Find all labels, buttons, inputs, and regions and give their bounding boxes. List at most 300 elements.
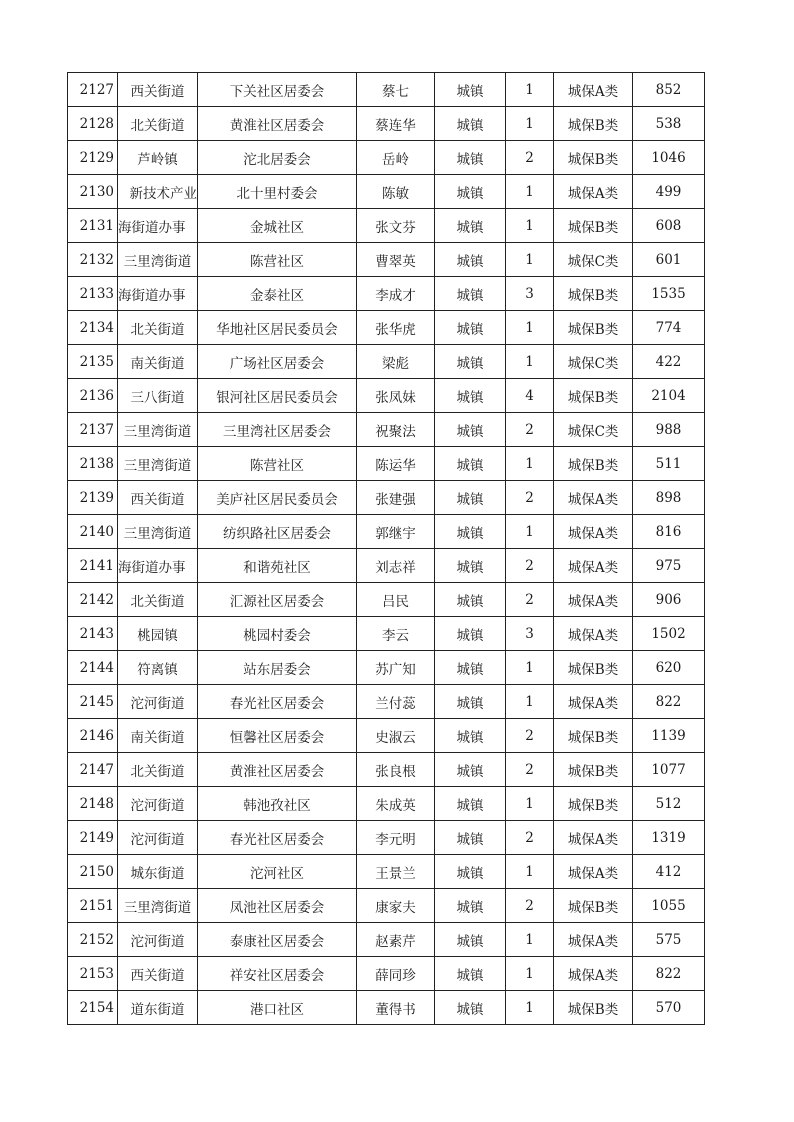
household-count-text: 1 — [525, 115, 534, 132]
area-type-text: 城镇 — [456, 899, 484, 916]
community-text: 沱河社区 — [250, 865, 304, 882]
name-text: 张建强 — [375, 491, 416, 508]
area-type-cell — [435, 923, 506, 957]
area-type-cell — [435, 991, 506, 1025]
amount-text: 1319 — [651, 829, 686, 846]
community-cell — [198, 821, 357, 855]
street-cell — [118, 141, 198, 175]
table-row — [68, 107, 705, 141]
community-text: 凤池社区居委会 — [229, 899, 325, 916]
category-cell — [554, 957, 633, 991]
category-cell — [554, 719, 633, 753]
community-cell — [198, 583, 357, 617]
household-count-text: 1 — [525, 659, 534, 676]
category-cell — [554, 617, 633, 651]
category-cell — [554, 685, 633, 719]
row-number-cell — [68, 481, 118, 515]
street-text: 沱河街道 — [130, 933, 185, 950]
row-number-cell — [68, 413, 118, 447]
street-text: 北关街道 — [130, 321, 185, 338]
area-type-cell — [435, 107, 506, 141]
community-cell — [198, 889, 357, 923]
row-number-cell — [68, 753, 118, 787]
street-text: 沱河街道 — [130, 797, 185, 814]
community-cell — [198, 345, 357, 379]
household-count-cell — [506, 821, 554, 855]
amount-cell — [633, 175, 705, 209]
household-count-cell — [506, 617, 554, 651]
category-cell — [554, 73, 633, 107]
name-text: 陈运华 — [375, 457, 416, 474]
category-cell — [554, 141, 633, 175]
row-number-cell — [68, 685, 118, 719]
household-count-text: 1 — [525, 455, 534, 472]
name-cell — [357, 447, 435, 481]
area-type-cell — [435, 617, 506, 651]
area-type-cell — [435, 685, 506, 719]
household-count-text: 2 — [525, 727, 534, 744]
household-count-cell — [506, 719, 554, 753]
category-text: 城保B类 — [567, 797, 619, 814]
name-cell — [357, 583, 435, 617]
name-text: 李成才 — [375, 287, 416, 304]
name-cell — [357, 73, 435, 107]
row-number-cell — [68, 787, 118, 821]
name-cell — [357, 243, 435, 277]
household-count-cell — [506, 345, 554, 379]
amount-text: 975 — [655, 557, 682, 574]
street-text: 西关街道 — [130, 967, 185, 984]
amount-text: 620 — [655, 659, 682, 676]
category-cell — [554, 481, 633, 515]
area-type-cell — [435, 345, 506, 379]
table-row — [68, 481, 705, 515]
household-count-cell — [506, 855, 554, 889]
category-cell — [554, 107, 633, 141]
amount-text: 570 — [655, 999, 682, 1016]
community-text: 黄淮社区居委会 — [229, 117, 325, 134]
name-text: 张文芬 — [375, 219, 416, 236]
household-count-text: 1 — [525, 319, 534, 336]
household-count-text: 1 — [525, 251, 534, 268]
row-number-text: 2145 — [79, 693, 114, 710]
community-text: 银河社区居民委员会 — [216, 389, 338, 406]
area-type-cell — [435, 243, 506, 277]
household-count-cell — [506, 957, 554, 991]
street-cell — [118, 991, 198, 1025]
area-type-cell — [435, 855, 506, 889]
amount-text: 1502 — [651, 625, 686, 642]
table-row — [68, 379, 705, 413]
community-cell — [198, 549, 357, 583]
table-row — [68, 311, 705, 345]
row-number-text: 2140 — [79, 523, 114, 540]
category-text: 城保B类 — [567, 219, 619, 236]
name-text: 康家夫 — [375, 899, 416, 916]
amount-cell — [633, 957, 705, 991]
area-type-cell — [435, 413, 506, 447]
category-text: 城保C类 — [567, 423, 619, 440]
table-row — [68, 583, 705, 617]
street-cell — [118, 243, 198, 277]
row-number-text: 2135 — [79, 353, 114, 370]
table-row — [68, 73, 705, 107]
row-number-text: 2146 — [79, 727, 114, 744]
data-table — [67, 72, 705, 1025]
household-count-cell — [506, 991, 554, 1025]
household-count-text: 1 — [525, 217, 534, 234]
row-number-text: 2133 — [79, 285, 114, 302]
household-count-cell — [506, 583, 554, 617]
community-text: 桃园村委会 — [243, 627, 311, 644]
amount-text: 601 — [655, 251, 682, 268]
amount-text: 1077 — [651, 761, 686, 778]
street-text: 桃园镇 — [137, 627, 178, 644]
table-row — [68, 855, 705, 889]
row-number-cell — [68, 549, 118, 583]
street-text: 城东街道 — [130, 865, 185, 882]
area-type-text: 城镇 — [456, 287, 484, 304]
amount-cell — [633, 889, 705, 923]
name-cell — [357, 311, 435, 345]
name-cell — [357, 957, 435, 991]
community-cell — [198, 447, 357, 481]
amount-text: 1046 — [651, 149, 686, 166]
street-text: 北关街道 — [130, 117, 185, 134]
area-type-text: 城镇 — [456, 933, 484, 950]
row-number-text: 2144 — [79, 659, 114, 676]
area-type-cell — [435, 175, 506, 209]
household-count-text: 2 — [525, 897, 534, 914]
street-text: 北关街道 — [130, 763, 185, 780]
amount-cell — [633, 753, 705, 787]
category-text: 城保A类 — [567, 627, 619, 644]
row-number-cell — [68, 447, 118, 481]
name-text: 张良根 — [375, 763, 416, 780]
amount-text: 1535 — [651, 285, 686, 302]
area-type-text: 城镇 — [456, 865, 484, 882]
community-cell — [198, 651, 357, 685]
amount-cell — [633, 515, 705, 549]
category-cell — [554, 821, 633, 855]
name-cell — [357, 787, 435, 821]
name-cell — [357, 651, 435, 685]
street-cell — [118, 107, 198, 141]
amount-text: 2104 — [651, 387, 686, 404]
household-count-text: 2 — [525, 591, 534, 608]
name-text: 董得书 — [375, 1001, 416, 1018]
community-text: 北十里村委会 — [236, 185, 318, 202]
street-cell — [118, 515, 198, 549]
street-cell — [118, 855, 198, 889]
table-row — [68, 175, 705, 209]
amount-text: 511 — [655, 455, 682, 472]
street-cell — [118, 889, 198, 923]
name-cell — [357, 379, 435, 413]
amount-text: 499 — [655, 183, 682, 200]
street-cell — [118, 73, 198, 107]
area-type-cell — [435, 515, 506, 549]
street-text: 北关街道 — [130, 593, 185, 610]
row-number-cell — [68, 855, 118, 889]
street-cell — [118, 821, 198, 855]
household-count-text: 3 — [525, 625, 534, 642]
street-text: 西关街道 — [130, 83, 185, 100]
category-text: 城保A类 — [567, 831, 619, 848]
row-number-cell — [68, 345, 118, 379]
household-count-cell — [506, 651, 554, 685]
household-count-text: 4 — [525, 387, 534, 404]
row-number-cell — [68, 651, 118, 685]
area-type-text: 城镇 — [456, 729, 484, 746]
household-count-cell — [506, 889, 554, 923]
community-text: 恒馨社区居委会 — [229, 729, 325, 746]
row-number-text: 2136 — [79, 387, 114, 404]
amount-cell — [633, 243, 705, 277]
amount-cell — [633, 209, 705, 243]
row-number-cell — [68, 821, 118, 855]
name-cell — [357, 175, 435, 209]
street-cell — [118, 413, 198, 447]
row-number-cell — [68, 243, 118, 277]
amount-cell — [633, 787, 705, 821]
category-cell — [554, 345, 633, 379]
household-count-text: 1 — [525, 931, 534, 948]
category-text: 城保B类 — [567, 287, 619, 304]
household-count-text: 3 — [525, 285, 534, 302]
table-row — [68, 821, 705, 855]
area-type-text: 城镇 — [456, 559, 484, 576]
table-row — [68, 345, 705, 379]
amount-cell — [633, 277, 705, 311]
name-cell — [357, 277, 435, 311]
street-cell — [118, 685, 198, 719]
area-type-cell — [435, 719, 506, 753]
name-text: 吕民 — [382, 593, 409, 610]
row-number-text: 2138 — [79, 455, 114, 472]
area-type-text: 城镇 — [456, 423, 484, 440]
amount-text: 538 — [655, 115, 682, 132]
area-type-text: 城镇 — [456, 321, 484, 338]
name-text: 李元明 — [375, 831, 416, 848]
street-cell — [118, 481, 198, 515]
area-type-text: 城镇 — [456, 389, 484, 406]
category-cell — [554, 515, 633, 549]
category-cell — [554, 651, 633, 685]
community-text: 港口社区 — [250, 1001, 304, 1018]
community-cell — [198, 73, 357, 107]
household-count-cell — [506, 277, 554, 311]
community-text: 金城社区 — [250, 219, 304, 236]
amount-text: 412 — [655, 863, 682, 880]
category-cell — [554, 209, 633, 243]
row-number-text: 2148 — [79, 795, 114, 812]
row-number-text: 2139 — [79, 489, 114, 506]
community-text: 陈营社区 — [250, 457, 304, 474]
street-cell — [118, 923, 198, 957]
row-number-cell — [68, 141, 118, 175]
household-count-cell — [506, 685, 554, 719]
community-text: 和谐苑社区 — [243, 559, 311, 576]
table-row — [68, 753, 705, 787]
area-type-cell — [435, 889, 506, 923]
household-count-text: 1 — [525, 965, 534, 982]
household-count-cell — [506, 447, 554, 481]
street-cell — [118, 719, 198, 753]
street-text: 南关街道 — [130, 729, 185, 746]
household-count-text: 2 — [525, 557, 534, 574]
household-count-text: 1 — [525, 795, 534, 812]
name-cell — [357, 855, 435, 889]
area-type-text: 城镇 — [456, 491, 484, 508]
street-cell — [118, 447, 198, 481]
category-text: 城保B类 — [567, 457, 619, 474]
street-text: 三里湾街道 — [123, 525, 192, 542]
category-text: 城保C类 — [567, 253, 619, 270]
area-type-text: 城镇 — [456, 661, 484, 678]
name-text: 兰付蕊 — [375, 695, 416, 712]
name-text: 蔡连华 — [375, 117, 416, 134]
row-number-cell — [68, 957, 118, 991]
name-cell — [357, 753, 435, 787]
amount-cell — [633, 311, 705, 345]
area-type-text: 城镇 — [456, 253, 484, 270]
name-text: 岳岭 — [382, 151, 409, 168]
amount-text: 988 — [655, 421, 682, 438]
area-type-text: 城镇 — [456, 457, 484, 474]
amount-cell — [633, 991, 705, 1025]
row-number-cell — [68, 617, 118, 651]
amount-text: 906 — [655, 591, 682, 608]
household-count-text: 1 — [525, 353, 534, 370]
area-type-cell — [435, 141, 506, 175]
category-cell — [554, 549, 633, 583]
amount-text: 575 — [655, 931, 682, 948]
row-number-text: 2127 — [79, 81, 114, 98]
household-count-cell — [506, 923, 554, 957]
name-cell — [357, 889, 435, 923]
household-count-cell — [506, 549, 554, 583]
category-text: 城保C类 — [567, 355, 619, 372]
community-text: 春光社区居委会 — [229, 695, 325, 712]
name-cell — [357, 141, 435, 175]
community-cell — [198, 107, 357, 141]
area-type-cell — [435, 753, 506, 787]
amount-cell — [633, 923, 705, 957]
amount-cell — [633, 481, 705, 515]
name-cell — [357, 991, 435, 1025]
community-cell — [198, 685, 357, 719]
category-text: 城保A类 — [567, 695, 619, 712]
name-text: 蔡七 — [382, 83, 409, 100]
row-number-text: 2134 — [79, 319, 114, 336]
name-text: 苏广知 — [375, 661, 416, 678]
table-row — [68, 447, 705, 481]
name-text: 朱成英 — [375, 797, 416, 814]
table-row — [68, 957, 705, 991]
table-row — [68, 515, 705, 549]
street-cell — [118, 345, 198, 379]
community-text: 广场社区居委会 — [229, 355, 325, 372]
community-text: 站东居委会 — [243, 661, 311, 678]
category-cell — [554, 991, 633, 1025]
amount-cell — [633, 73, 705, 107]
name-cell — [357, 923, 435, 957]
area-type-text: 城镇 — [456, 117, 484, 134]
community-cell — [198, 311, 357, 345]
category-cell — [554, 923, 633, 957]
household-count-cell — [506, 175, 554, 209]
street-text: 三里湾街道 — [123, 457, 192, 474]
category-cell — [554, 855, 633, 889]
table-row — [68, 549, 705, 583]
household-count-cell — [506, 209, 554, 243]
table-body — [68, 73, 705, 1025]
street-text: 南关街道 — [130, 355, 185, 372]
street-text: 芦岭镇 — [137, 151, 178, 168]
community-cell — [198, 209, 357, 243]
row-number-cell — [68, 515, 118, 549]
name-text: 张华虎 — [375, 321, 416, 338]
community-text: 祥安社区居委会 — [229, 967, 325, 984]
household-count-cell — [506, 73, 554, 107]
street-text: 新技术产业 — [129, 185, 197, 202]
amount-text: 822 — [655, 693, 682, 710]
household-count-text: 2 — [525, 761, 534, 778]
amount-cell — [633, 583, 705, 617]
amount-text: 898 — [655, 489, 682, 506]
community-text: 汇源社区居委会 — [229, 593, 325, 610]
household-count-cell — [506, 141, 554, 175]
row-number-cell — [68, 923, 118, 957]
table-row — [68, 685, 705, 719]
amount-cell — [633, 549, 705, 583]
street-cell — [118, 651, 198, 685]
row-number-cell — [68, 311, 118, 345]
street-text: 沱河街道 — [130, 695, 185, 712]
row-number-cell — [68, 719, 118, 753]
household-count-cell — [506, 481, 554, 515]
community-cell — [198, 277, 357, 311]
community-text: 三里湾社区居委会 — [223, 423, 331, 440]
household-count-text: 1 — [525, 183, 534, 200]
community-text: 陈营社区 — [250, 253, 304, 270]
household-count-cell — [506, 413, 554, 447]
table-row — [68, 209, 705, 243]
category-text: 城保A类 — [567, 491, 619, 508]
community-cell — [198, 753, 357, 787]
community-text: 黄淮社区居委会 — [229, 763, 325, 780]
area-type-cell — [435, 73, 506, 107]
row-number-cell — [68, 583, 118, 617]
name-text: 曹翠英 — [375, 253, 416, 270]
community-cell — [198, 787, 357, 821]
row-number-cell — [68, 73, 118, 107]
category-text: 城保A类 — [567, 865, 619, 882]
area-type-cell — [435, 311, 506, 345]
area-type-cell — [435, 651, 506, 685]
community-cell — [198, 855, 357, 889]
street-cell — [118, 379, 198, 413]
street-text: 三八街道 — [130, 389, 185, 406]
category-text: 城保A类 — [567, 967, 619, 984]
category-text: 城保A类 — [567, 83, 619, 100]
row-number-text: 2131 — [79, 217, 114, 234]
household-count-text: 2 — [525, 421, 534, 438]
household-count-text: 1 — [525, 81, 534, 98]
area-type-cell — [435, 481, 506, 515]
household-count-text: 1 — [525, 523, 534, 540]
